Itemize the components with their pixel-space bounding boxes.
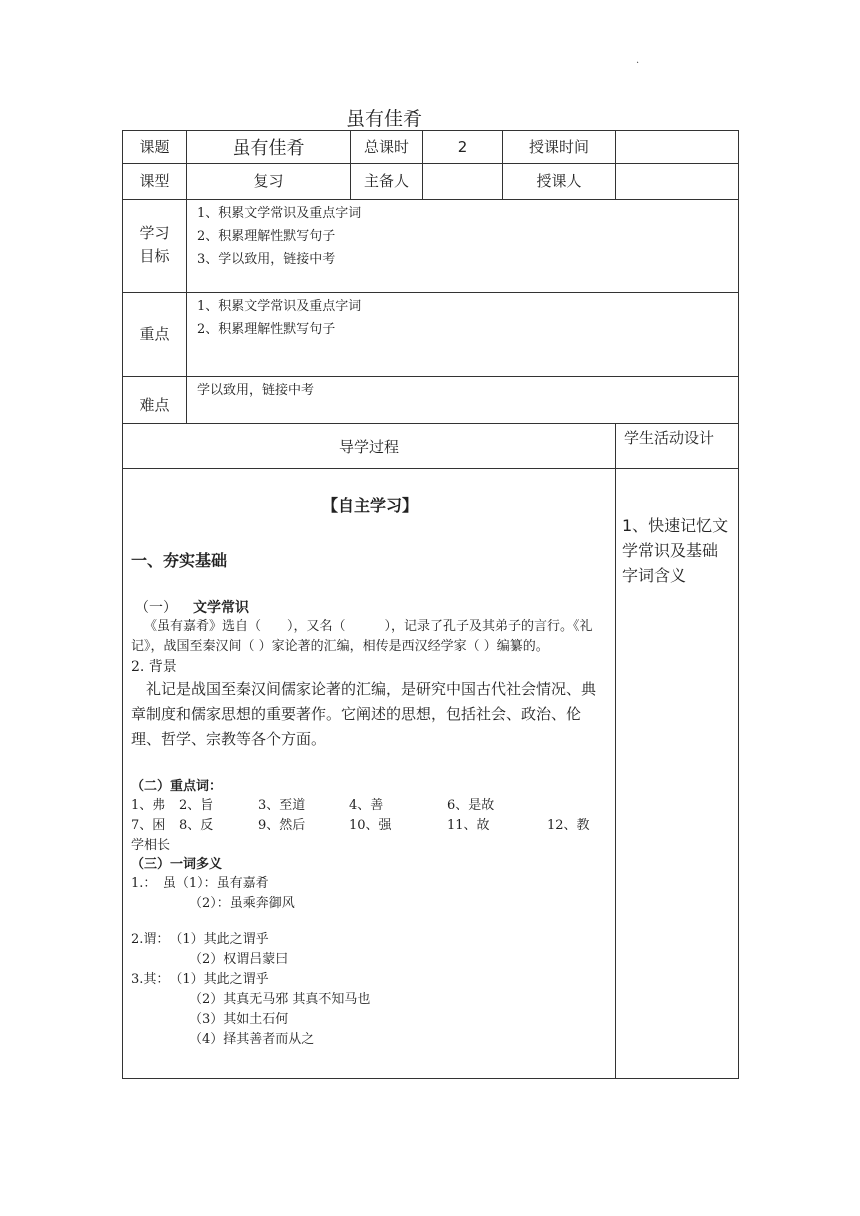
goals-content bbox=[187, 200, 739, 293]
student-activity-note: 1、快速记忆文学常识及基础字词含义 bbox=[616, 469, 739, 1079]
goals-label-line2: 目标 bbox=[139, 247, 170, 265]
teacher-label: 授课人 bbox=[503, 164, 616, 200]
key-points-row bbox=[123, 293, 739, 377]
time-value bbox=[616, 131, 739, 164]
polysemy-list bbox=[131, 874, 609, 1050]
literature-paragraph: 《虽有嘉肴》选自（ ），又名（ ），记录了孔子及其弟子的言行。《礼记》，战国至秦汉间（ ）家论著的汇编，相传是西汉经学家（ ）编纂的。 bbox=[131, 619, 593, 654]
key-words-row-2 bbox=[131, 816, 609, 836]
key-word: 8、反 bbox=[179, 818, 214, 833]
document-title: 虽有佳肴 bbox=[345, 108, 422, 130]
background-title: 2. 背景 bbox=[131, 659, 177, 675]
key-words-title: （二）重点词： bbox=[131, 779, 223, 794]
literature-subtitle-num: （一） bbox=[135, 600, 177, 616]
hours-value: 2 bbox=[423, 131, 503, 164]
goal-item: 1、积累文学常识及重点字词 bbox=[197, 206, 362, 221]
teacher-value bbox=[616, 164, 739, 200]
polysemy-line: （2）：虽乘奔御风 bbox=[189, 896, 295, 911]
goals-row bbox=[123, 200, 739, 293]
key-word: 2、旨 bbox=[179, 798, 214, 813]
difficulties-content: 学以致用，链接中考 bbox=[187, 377, 739, 424]
polysemy-line: （2）其真无马邪 其真不知马也 bbox=[189, 992, 371, 1007]
self-study-title: 【自主学习】 bbox=[321, 496, 418, 515]
key-point-item: 2、积累理解性默写句子 bbox=[197, 322, 336, 337]
key-point-item: 1、积累文学常识及重点字词 bbox=[197, 299, 362, 314]
difficulties-row bbox=[123, 377, 739, 424]
info-row-2 bbox=[123, 164, 739, 200]
key-word: 1、弗 bbox=[131, 798, 166, 813]
literature-subtitle bbox=[131, 597, 609, 617]
goals-label-line1: 学习 bbox=[139, 224, 170, 242]
key-word: 11、故 bbox=[447, 818, 490, 833]
polysemy-title: （三）一词多义 bbox=[131, 857, 223, 872]
polysemy-line: （3）其如土石何 bbox=[189, 1012, 289, 1027]
key-words-row-1 bbox=[131, 796, 609, 816]
header-mark: · bbox=[636, 58, 640, 69]
topic-value: 虽有佳肴 bbox=[187, 131, 351, 164]
literature-subtitle-text: 文学常识 bbox=[193, 600, 249, 616]
time-label: 授课时间 bbox=[503, 131, 616, 164]
goal-item: 2、积累理解性默写句子 bbox=[197, 229, 336, 244]
key-word: 10、强 bbox=[349, 818, 392, 833]
key-word: 12、教 bbox=[547, 818, 590, 833]
background-paragraph: 礼记是战国至秦汉间儒家论著的汇编，是研究中国古代社会情况、典章制度和儒家思想的重要著作。它阐述的思想，包括社会、政治、伦理、哲学、宗教等各个方面。 bbox=[131, 680, 597, 748]
type-label: 课型 bbox=[123, 164, 187, 200]
goals-label bbox=[123, 200, 187, 293]
hours-label: 总课时 bbox=[351, 131, 423, 164]
polysemy-line: 1.： 虽（1）：虽有嘉肴 bbox=[131, 876, 269, 891]
key-word: 7、困 bbox=[131, 818, 166, 833]
key-word: 9、然后 bbox=[258, 818, 306, 833]
process-body-row bbox=[123, 469, 739, 1079]
polysemy-line: （4）择其善者而从之 bbox=[189, 1032, 315, 1047]
lesson-plan-table bbox=[122, 130, 739, 1079]
prep-value bbox=[423, 164, 503, 200]
key-word: 6、是故 bbox=[447, 798, 495, 813]
student-activity-heading: 学生活动设计 bbox=[616, 424, 739, 469]
polysemy-line: 2.谓： （1）其此之谓乎 bbox=[131, 932, 269, 947]
process-content bbox=[123, 469, 616, 1079]
key-points-label: 重点 bbox=[123, 293, 187, 377]
info-row-1 bbox=[123, 131, 739, 164]
key-points-content bbox=[187, 293, 739, 377]
process-heading: 导学过程 bbox=[123, 424, 616, 469]
goal-item: 3、学以致用，链接中考 bbox=[197, 252, 336, 267]
key-words-row-3: 学相长 bbox=[131, 838, 171, 853]
key-word: 3、至道 bbox=[258, 798, 306, 813]
type-value: 复习 bbox=[187, 164, 351, 200]
prep-label: 主备人 bbox=[351, 164, 423, 200]
difficulties-label: 难点 bbox=[123, 377, 187, 424]
part1-title: 一、夯实基础 bbox=[131, 551, 228, 570]
topic-label: 课题 bbox=[123, 131, 187, 164]
polysemy-line: 3.其： （1）其此之谓乎 bbox=[131, 972, 269, 987]
key-word: 4、善 bbox=[349, 798, 384, 813]
process-header-row bbox=[123, 424, 739, 469]
polysemy-line: （2）权谓吕蒙曰 bbox=[189, 952, 289, 967]
